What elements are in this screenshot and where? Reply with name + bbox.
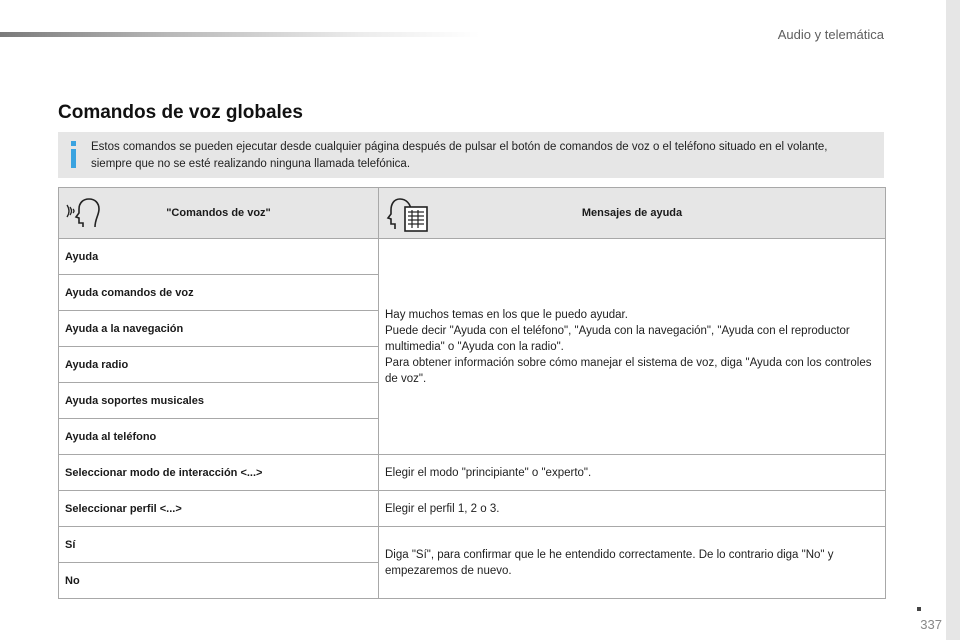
info-box <box>58 132 884 178</box>
page-number-text: 337 <box>920 617 942 632</box>
page-title: Comandos de voz globales <box>58 102 303 123</box>
info-icon <box>71 141 76 168</box>
help-cell <box>379 239 886 455</box>
header-gradient-bar <box>0 32 480 37</box>
table-row <box>59 239 886 275</box>
command-cell: Ayuda a la navegación <box>59 311 379 347</box>
header-commands <box>59 188 379 239</box>
command-cell: Seleccionar modo de interacción <...> <box>59 455 379 491</box>
section-title: Audio y telemática <box>777 27 884 42</box>
voice-command-icon <box>65 197 101 234</box>
command-cell: Ayuda radio <box>59 347 379 383</box>
header-commands-label: "Comandos de voz" <box>166 207 271 219</box>
page-marker <box>917 607 921 611</box>
help-text-general: Hay muchos temas en los que le puedo ayudar. Puede decir "Ayuda con el teléfono", "Ayuda con la navegación", "Ayuda con el reproductor multimedia" o "Ayuda con la radio". Para obtener información sobre cómo manejar el sistema de voz, diga "Ayuda con los controles de voz". <box>385 308 872 385</box>
help-cell <box>379 527 886 599</box>
help-cell: Elegir el perfil 1, 2 o 3. <box>379 491 886 527</box>
command-cell: Ayuda soportes musicales <box>59 383 379 419</box>
header-help-label: Mensajes de ayuda <box>581 207 683 219</box>
help-message-icon <box>385 197 429 236</box>
info-text: Estos comandos se pueden ejecutar desde cualquier página después de pulsar el botón de comandos de voz o el teléfono situado en el volante, siempre que no se esté realizando ninguna llamada telefónica. <box>91 141 828 170</box>
table-header-row <box>59 188 886 239</box>
page-edge-strip <box>946 0 960 640</box>
command-cell: Sí <box>59 527 379 563</box>
table-row <box>59 491 886 527</box>
header-help <box>379 188 886 239</box>
command-cell: Ayuda al teléfono <box>59 419 379 455</box>
table-row <box>59 455 886 491</box>
page-number <box>920 617 942 632</box>
command-cell: Ayuda <box>59 239 379 275</box>
command-cell: No <box>59 563 379 599</box>
table-row <box>59 527 886 563</box>
command-cell: Ayuda comandos de voz <box>59 275 379 311</box>
help-text-confirm: Diga "Sí", para confirmar que le he entendido correctamente. De lo contrario diga "No" y empezaremos de nuevo. <box>385 548 834 577</box>
voice-commands-table <box>58 187 886 599</box>
help-cell: Elegir el modo "principiante" o "experto". <box>379 455 886 491</box>
command-cell: Seleccionar perfil <...> <box>59 491 379 527</box>
